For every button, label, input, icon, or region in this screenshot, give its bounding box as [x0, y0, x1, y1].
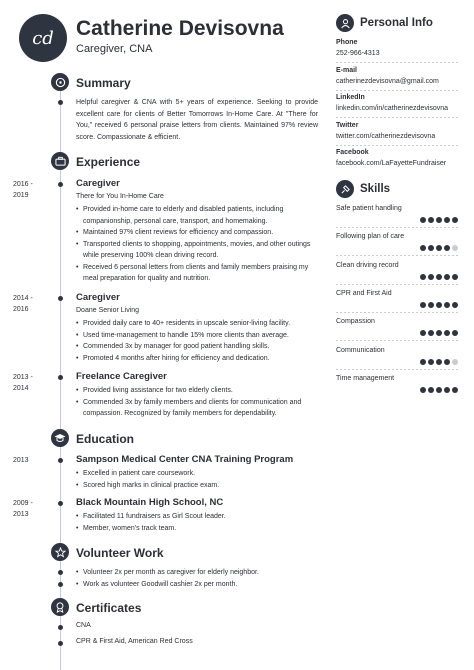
list-item: • Provided living assistance for two elderly clients. [76, 385, 321, 397]
skill-name: CPR and First Aid [336, 290, 392, 297]
divider [336, 117, 460, 118]
list-item: • Provided daily care to 40+ residents in upscale senior-living facility. [76, 318, 321, 330]
timeline-dot [58, 570, 63, 575]
school-name: Sampson Medical Center CNA Training Program [76, 454, 294, 465]
rating-dot-filled [452, 330, 458, 336]
volunteer-heading: Volunteer Work [76, 546, 164, 560]
rating-dot-filled [444, 302, 450, 308]
rating-dot-filled [436, 245, 442, 251]
rating-dot-filled [452, 217, 458, 223]
job-employer: There for You In-Home Care [76, 193, 164, 200]
timeline-dot [58, 100, 63, 105]
skill-name: Following plan of care [336, 233, 405, 240]
divider [336, 284, 460, 285]
linkedin-link[interactable]: linkedin.com/in/catherinezdevisovna [336, 105, 449, 112]
divider [336, 340, 460, 341]
skill-rating [420, 217, 458, 223]
list-item: • Transported clients to shopping, appointments, movies, and other outings while preserving 100% clean driving record. [76, 239, 321, 262]
rating-dot-filled [436, 330, 442, 336]
twitter-label: Twitter [336, 122, 359, 129]
skill-name: Compassion [336, 318, 375, 325]
candidate-role: Caregiver, CNA [76, 43, 153, 55]
divider [336, 255, 460, 256]
email-link[interactable]: catherinezdevisovna@gmail.com [336, 78, 439, 85]
timeline-dot [58, 375, 63, 380]
skill-rating [420, 274, 458, 280]
summary-text: Helpful caregiver & CNA with 5+ years of experience. Seeking to provide excellent care for clients of Better Tomorrows In-Home Care. At "There for You," received 6 personal praise letters from clients. Maintained 97% review score. Compassionate & efficient. [76, 99, 318, 141]
edu-date: 2013 [13, 457, 29, 464]
rating-dot-filled [436, 387, 442, 393]
rating-dot-filled [428, 245, 434, 251]
list-item: • Scored high marks in clinical practice exam. [76, 480, 321, 492]
timeline-dot [58, 296, 63, 301]
skill-rating [420, 359, 458, 365]
list-item: • Volunteer 2x per month as caregiver for elderly neighbor. [76, 567, 321, 579]
timeline-dot [58, 625, 63, 630]
rating-dot-filled [420, 274, 426, 280]
list-item: • Member, women's track team. [76, 523, 321, 535]
rating-dot-filled [428, 330, 434, 336]
candidate-name: Catherine Devisovna [76, 17, 284, 40]
rating-dot-filled [428, 359, 434, 365]
rating-dot-filled [428, 217, 434, 223]
education-heading: Education [76, 432, 135, 446]
school-name: Black Mountain High School, NC [76, 497, 224, 508]
job-employer: Doane Senior Living [76, 307, 140, 314]
rating-dot-filled [420, 387, 426, 393]
timeline-dot [58, 182, 63, 187]
rating-dot-empty [452, 359, 458, 365]
school-bullets [76, 468, 321, 491]
rating-dot-empty [452, 245, 458, 251]
monogram-text: cd [32, 27, 54, 49]
list-item: • Commended 3x by manager for good patient handling skills. [76, 341, 321, 353]
list-item: • Received 6 personal letters from clients and family members praising my meal preparation for quality and nutrition. [76, 262, 321, 285]
divider [336, 145, 460, 146]
rating-dot-filled [420, 245, 426, 251]
phone-value: 252-966-4313 [336, 50, 380, 57]
timeline-dot [58, 501, 63, 506]
skill-name: Clean driving record [336, 262, 399, 269]
certificate-item: CNA [76, 622, 91, 629]
list-item: • Provided in-home care to elderly and disabled patients, including companionship, personal care, transport, and homemaking. [76, 204, 321, 227]
skill-name: Safe patient handling [336, 205, 402, 212]
skill-name: Communication [336, 347, 385, 354]
list-item: • Used time-management to handle 15% more clients than average. [76, 330, 321, 342]
award-ribbon-icon [51, 598, 69, 616]
rating-dot-filled [428, 387, 434, 393]
rating-dot-filled [444, 245, 450, 251]
skill-rating [420, 302, 458, 308]
job-bullets [76, 318, 321, 364]
email-label: E-mail [336, 67, 358, 74]
divider [336, 90, 460, 91]
list-item: • Work as volunteer Goodwill cashier 2x per month. [76, 579, 321, 591]
skill-rating [420, 245, 458, 251]
rating-dot-filled [444, 217, 450, 223]
linkedin-label: LinkedIn [336, 94, 365, 101]
job-date: 2016 - 2019 [13, 181, 33, 199]
rating-dot-filled [428, 302, 434, 308]
skill-name: Time management [336, 375, 395, 382]
facebook-link[interactable]: facebook.com/LaFayetteFundraiser [336, 160, 447, 167]
job-title: Caregiver [76, 178, 120, 189]
skills-heading: Skills [360, 183, 391, 195]
job-bullets [76, 385, 321, 420]
rating-dot-filled [420, 302, 426, 308]
compass-icon [51, 73, 69, 91]
volunteer-bullets [76, 567, 321, 590]
school-bullets [76, 511, 321, 534]
experience-heading: Experience [76, 155, 141, 169]
certificate-item: CPR & First Aid, American Red Cross [76, 638, 193, 645]
rating-dot-filled [444, 359, 450, 365]
rating-dot-filled [420, 330, 426, 336]
rating-dot-filled [452, 302, 458, 308]
rating-dot-filled [428, 274, 434, 280]
rating-dot-filled [444, 387, 450, 393]
timeline-dot [58, 582, 63, 587]
star-icon [51, 543, 69, 561]
rating-dot-filled [452, 387, 458, 393]
rating-dot-filled [436, 217, 442, 223]
divider [336, 312, 460, 313]
skills-hand-icon [336, 180, 354, 198]
list-item: • Maintained 97% client reviews for efficiency and compassion. [76, 227, 321, 239]
list-item: • Promoted 4 months after hiring for efficiency and dedication. [76, 353, 321, 365]
job-date: 2014 - 2016 [13, 295, 33, 313]
rating-dot-filled [436, 274, 442, 280]
job-date: 2013 - 2014 [13, 374, 33, 392]
list-item: • Facilitated 11 fundraisers as Girl Scout leader. [76, 511, 321, 523]
timeline-dot [58, 641, 63, 646]
divider [336, 369, 460, 370]
rating-dot-filled [420, 359, 426, 365]
summary-heading: Summary [76, 76, 131, 90]
skill-rating [420, 330, 458, 336]
edu-date: 2009 - 2013 [13, 500, 33, 518]
rating-dot-filled [420, 217, 426, 223]
list-item: • Commended 3x by family members and clients for communication and compassion. Recognized by family members for dependability. [76, 397, 321, 420]
rating-dot-filled [452, 274, 458, 280]
rating-dot-filled [436, 359, 442, 365]
graduation-cap-icon [51, 429, 69, 447]
job-title: Freelance Caregiver [76, 371, 167, 382]
briefcase-icon [51, 152, 69, 170]
timeline-dot [58, 458, 63, 463]
twitter-link[interactable]: twitter.com/catherinezdevisovna [336, 133, 436, 140]
rating-dot-filled [436, 302, 442, 308]
rating-dot-filled [444, 330, 450, 336]
job-bullets [76, 204, 321, 285]
phone-label: Phone [336, 39, 358, 46]
divider [336, 227, 460, 228]
personal-info-heading: Personal Info [360, 17, 433, 29]
skill-rating [420, 387, 458, 393]
job-title: Caregiver [76, 292, 120, 303]
user-icon [336, 14, 354, 32]
monogram-avatar [19, 14, 67, 62]
rating-dot-filled [444, 274, 450, 280]
divider [336, 62, 460, 63]
facebook-label: Facebook [336, 149, 369, 156]
list-item: • Excelled in patient care coursework. [76, 468, 321, 480]
certificates-heading: Certificates [76, 601, 142, 615]
